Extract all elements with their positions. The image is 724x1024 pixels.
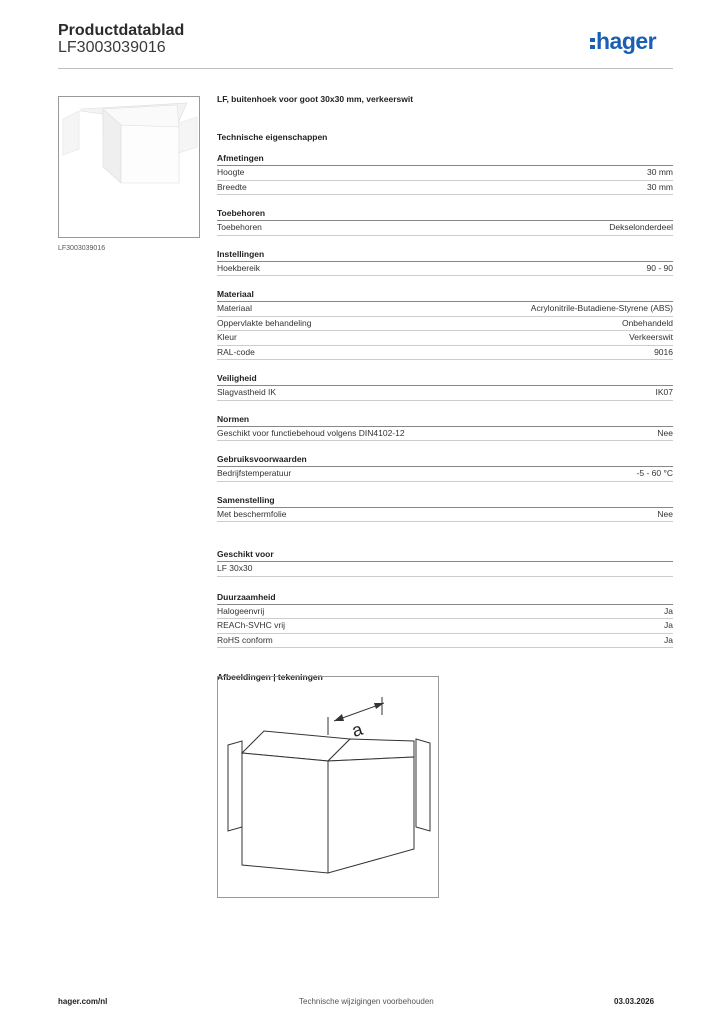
spec-label: Breedte: [217, 181, 247, 192]
spec-row: [217, 262, 673, 277]
group-heading: Samenstelling: [217, 494, 673, 508]
footer-website: hager.com/nl: [58, 997, 108, 1006]
spec-value: Verkeerswit: [629, 332, 673, 342]
group-heading: Toebehoren: [217, 207, 673, 221]
spec-value: Ja: [664, 605, 673, 616]
spec-value: IK07: [655, 387, 673, 397]
spec-value: Dekselonderdeel: [609, 222, 673, 232]
drawings-heading: Afbeeldingen | tekeningen: [217, 672, 323, 682]
spec-label: Slagvastheid IK: [217, 387, 277, 397]
tech-heading: Technische eigenschappen: [217, 132, 328, 142]
product-thumbnail: [58, 96, 200, 238]
spec-label: RoHS conform: [217, 634, 273, 645]
spec-row: [217, 467, 673, 482]
product-code: LF3003039016: [58, 39, 166, 56]
spec-row: [217, 634, 673, 649]
spec-row: [217, 302, 673, 317]
spec-content: [217, 92, 673, 686]
spec-row: [217, 166, 673, 181]
spec-label: REACh-SVHC vrij: [217, 620, 286, 630]
spec-value: Nee: [657, 508, 673, 519]
spec-label: RAL-code: [217, 346, 255, 357]
spec-label: Hoekbereik: [217, 262, 260, 273]
spec-label: Halogeenvrij: [217, 605, 265, 616]
spec-label: Geschikt voor functiebehoud volgens DIN4102-12: [217, 427, 405, 438]
spec-value: Onbehandeld: [621, 317, 673, 328]
group-heading: Instellingen: [217, 248, 673, 262]
spec-label: Oppervlakte behandeling: [217, 317, 312, 328]
spec-value: 9016: [654, 346, 673, 357]
group-heading: Gebruiksvoorwaarden: [217, 453, 673, 467]
spec-group: [217, 207, 673, 236]
spec-value: Ja: [664, 620, 673, 630]
spec-row: [217, 619, 673, 634]
page-title: Productdatablad: [58, 22, 185, 39]
hager-logo: [590, 28, 656, 55]
dimension-label: a: [349, 718, 366, 741]
spec-group: [217, 494, 673, 523]
spec-label: Met beschermfolie: [217, 508, 287, 519]
spec-groups: [217, 152, 673, 522]
technical-drawing: [217, 676, 439, 898]
group-heading: Duurzaamheid: [217, 591, 673, 605]
spec-value: 90 - 90: [646, 262, 673, 273]
spec-value: -5 - 60 °C: [636, 468, 673, 478]
spec-row: [217, 221, 673, 236]
header-divider: [58, 68, 673, 69]
footer-date: 03.03.2026: [614, 997, 655, 1006]
spec-label: Materiaal: [217, 303, 252, 313]
spec-group: [217, 453, 673, 482]
spec-row: [217, 346, 673, 361]
group-heading: Normen: [217, 413, 673, 427]
spec-value: 30 mm: [647, 181, 673, 192]
spec-label: Toebehoren: [217, 222, 262, 232]
spec-label: Hoogte: [217, 167, 245, 177]
spec-row: [217, 508, 673, 523]
sustainability-group: [217, 591, 673, 649]
group-heading: Materiaal: [217, 288, 673, 302]
group-heading: Afmetingen: [217, 152, 673, 166]
spec-row: [217, 317, 673, 332]
spec-group: [217, 288, 673, 360]
spec-label: Kleur: [217, 332, 237, 342]
group-heading: Veiligheid: [217, 372, 673, 386]
spec-group: [217, 248, 673, 277]
spec-label: LF 30x30: [217, 563, 253, 573]
spec-value: 30 mm: [647, 167, 673, 177]
spec-row: [217, 386, 673, 401]
spec-row: [217, 181, 673, 196]
logo-text: hager: [596, 28, 657, 54]
product-thumbnail-icon: [59, 97, 199, 237]
spec-value: Acrylonitrile-Butadiene-Styrene (ABS): [530, 303, 673, 313]
spec-value: Ja: [664, 634, 673, 645]
spec-group: [217, 372, 673, 401]
suitable-group: [217, 548, 673, 577]
spec-row: [217, 427, 673, 442]
footer-disclaimer: Technische wijzigingen voorbehouden: [299, 997, 434, 1006]
product-title: LF, buitenhoek voor goot 30x30 mm, verkeerswit: [217, 94, 414, 104]
spec-group: [217, 152, 673, 195]
thumbnail-caption: LF3003039016: [58, 245, 106, 252]
corner-drawing-icon: [218, 677, 438, 897]
spec-row: [217, 605, 673, 620]
spec-value: Nee: [657, 427, 673, 438]
spec-group: [217, 413, 673, 442]
spec-row: [217, 562, 673, 577]
group-heading: Geschikt voor: [217, 548, 673, 562]
spec-label: Bedrijfstemperatuur: [217, 468, 292, 478]
spec-row: [217, 331, 673, 346]
